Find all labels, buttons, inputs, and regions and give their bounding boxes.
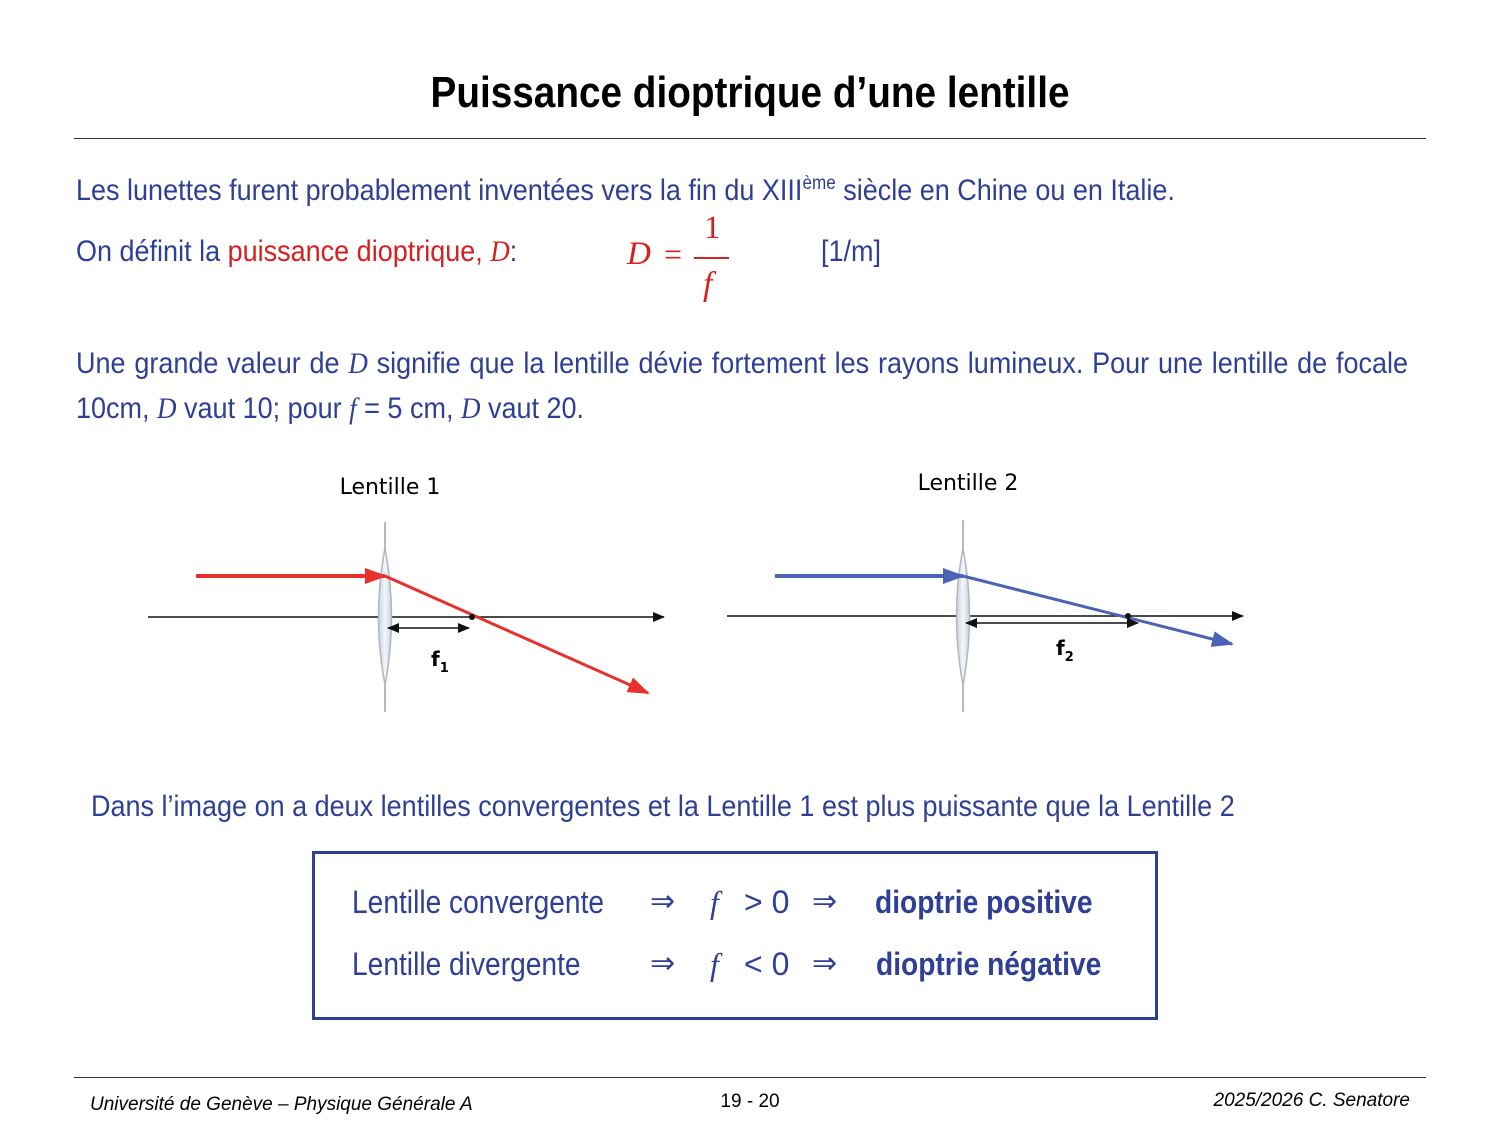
row1-result: dioptrie positive <box>875 884 1093 920</box>
footer-left: Université de Genève – Physique Générale A <box>90 1094 473 1115</box>
row1-lens-type: Lentille convergente <box>352 884 605 920</box>
intro-superscript: ème <box>802 173 836 194</box>
row2-implies-arrow-2: ⇒ <box>812 946 838 981</box>
row1-symbol-f: f <box>710 884 719 920</box>
f1-letter: f <box>431 647 440 671</box>
lens-2-shape <box>957 548 970 685</box>
paragraph-symbol-D3: D <box>460 392 481 425</box>
paragraph-symbol-f: f <box>349 392 357 425</box>
focal-length-2-label <box>1056 636 1074 665</box>
row2-symbol-f: f <box>710 946 719 982</box>
ray-1-refracted <box>385 576 648 693</box>
formula-unit: [1/m] <box>821 235 882 268</box>
definition-prefix: On définit la <box>76 235 228 268</box>
ray-2-refracted <box>963 576 1232 644</box>
page-number: 19 - 20 <box>720 1091 780 1112</box>
summary-box <box>312 851 1158 1020</box>
formula-numerator: 1 <box>704 210 721 246</box>
explanation-paragraph <box>76 341 1408 431</box>
lens-1-label: Lentille 1 <box>339 475 441 500</box>
definition-colon: : <box>509 235 518 268</box>
f2-subscript: 2 <box>1064 650 1074 665</box>
definition-symbol: D <box>490 235 510 268</box>
footer-right: 2025/2026 C. Senatore <box>1213 1090 1410 1111</box>
slide-title: Puissance dioptrique d’une lentille <box>430 68 1070 117</box>
formula-lhs: D <box>627 236 651 272</box>
formula-denominator: f <box>703 266 713 303</box>
intro-part2: siècle en Chine ou en Italie. <box>835 174 1175 207</box>
focal-point-2 <box>1125 613 1131 619</box>
lens-2-group <box>727 471 1243 712</box>
title-divider <box>74 138 1426 139</box>
formula-fraction-bar <box>694 257 729 259</box>
row2-implies-arrow-1: ⇒ <box>650 946 676 981</box>
focal-length-1-label <box>431 647 449 676</box>
diagram-caption: Dans l’image on a deux lentilles convergentes et la Lentille 1 est plus puissante que la Lentille 2 <box>91 790 1235 823</box>
focal-point-1 <box>469 614 475 620</box>
paragraph-s1: Une grande valeur de <box>76 347 349 380</box>
lens-diagram <box>0 460 1500 730</box>
lens-1-shape <box>379 548 392 685</box>
paragraph-s5: vaut 20. <box>480 392 585 425</box>
formula-equals: = <box>664 236 683 272</box>
row1-condition: > 0 <box>744 884 790 920</box>
row2-condition: < 0 <box>744 946 790 982</box>
paragraph-s2: signifie que la lentille dévie fortement les rayons lumineux. Pour une lentille de focale 10cm, <box>76 347 1408 425</box>
paragraph-symbol-D2: D <box>157 392 177 425</box>
f2-letter: f <box>1056 636 1065 660</box>
lens-2-label: Lentille 2 <box>917 471 1019 496</box>
intro-part1: Les lunettes furent probablement inventées vers la fin du XIII <box>76 174 803 207</box>
paragraph-s3: vaut 10; pour <box>176 392 350 425</box>
lens-1-group <box>148 475 664 712</box>
definition-text <box>76 235 517 270</box>
definition-term: puissance dioptrique, <box>227 235 491 268</box>
row1-implies-arrow-1: ⇒ <box>650 884 676 919</box>
row2-lens-type: Lentille divergente <box>352 946 581 982</box>
paragraph-s4: = 5 cm, <box>356 392 461 425</box>
row1-implies-arrow-2: ⇒ <box>812 884 838 919</box>
row2-result: dioptrie négative <box>876 946 1102 982</box>
paragraph-symbol-D1: D <box>348 347 368 380</box>
footer-divider <box>74 1077 1426 1078</box>
f1-subscript: 1 <box>439 661 449 676</box>
intro-text <box>76 173 1175 209</box>
